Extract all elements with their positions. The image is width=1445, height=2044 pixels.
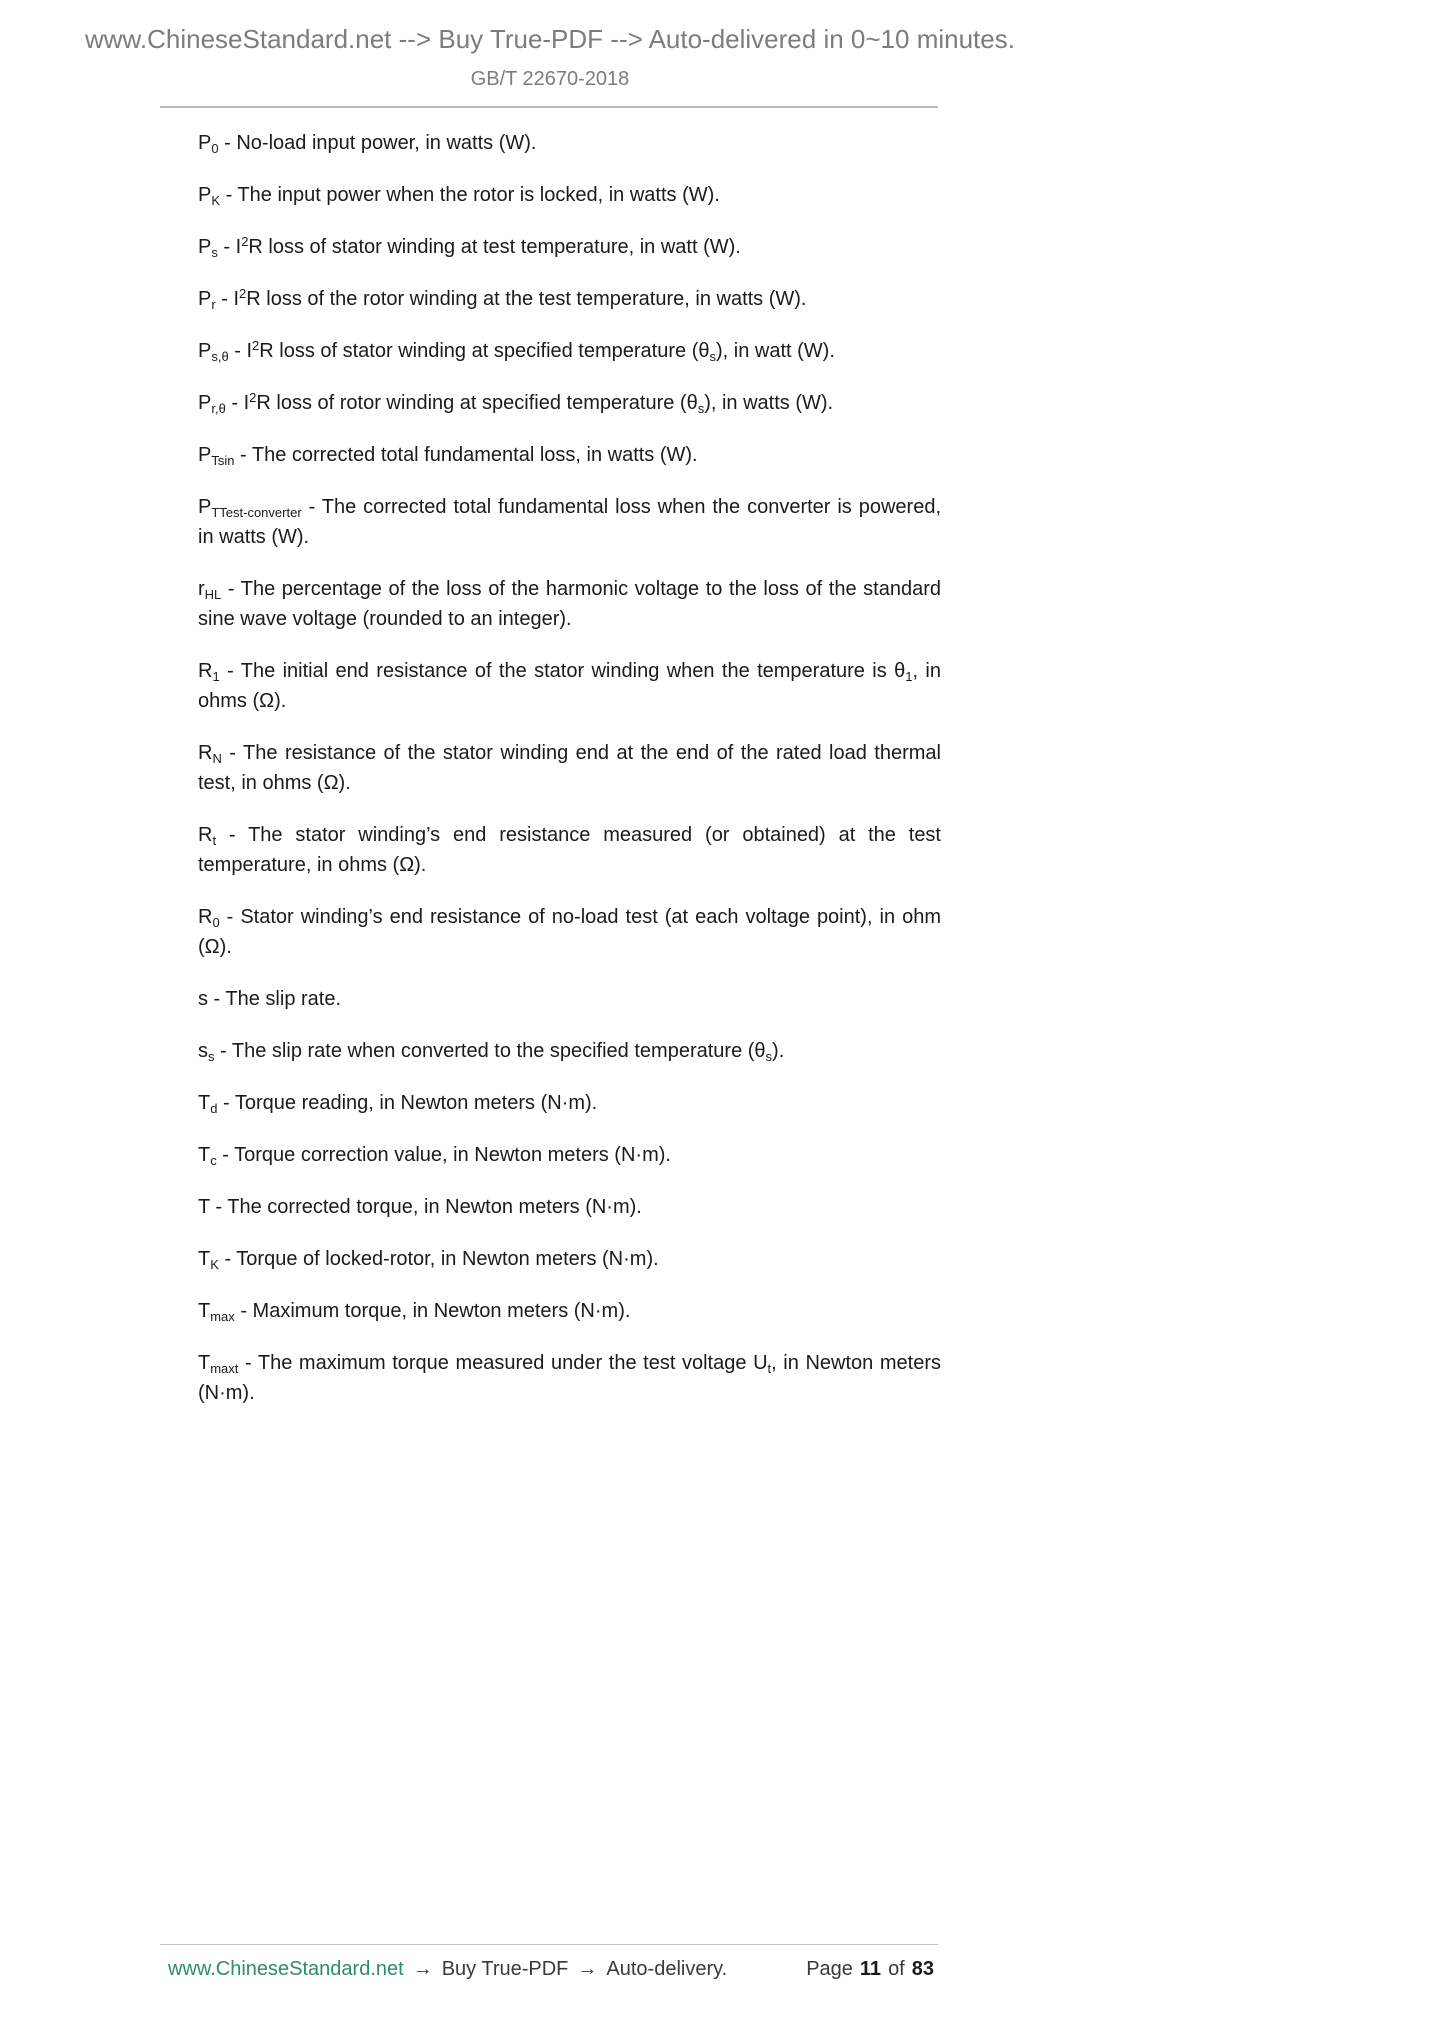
term-segment-normal: P (198, 132, 212, 154)
term-segment-normal: P (198, 236, 212, 258)
term-segment-sub: c (210, 1153, 217, 1168)
arrow-right-icon: → (577, 1958, 598, 1980)
term-segment-normal: - Torque correction value, in Newton meters (N·m). (216, 1144, 671, 1166)
term-segment-normal: P (198, 288, 212, 310)
term-segment-sub: s (208, 1049, 215, 1064)
term-segment-normal: R (198, 824, 213, 846)
footer-buy-label: Buy True-PDF (441, 1958, 569, 1980)
term-segment-normal: - I (215, 288, 240, 310)
term-segment-normal: - I (225, 392, 250, 414)
term-segment-sub: maxt (210, 1361, 239, 1376)
footer-site-link[interactable]: www.ChineseStandard.net (168, 1958, 404, 1980)
term-segment-sup: 2 (239, 286, 247, 301)
doc-number: GB/T 22670-2018 (470, 68, 630, 90)
arrow-right-icon: → (412, 1958, 433, 1980)
term-segment-normal: T (198, 1144, 211, 1166)
term-definition (198, 440, 941, 470)
term-segment-normal: - The maximum torque measured under the test voltage U (238, 1352, 768, 1374)
term-segment-sub: d (210, 1101, 218, 1116)
term-definition (198, 128, 941, 158)
term-segment-normal: R (198, 660, 213, 682)
term-segment-normal: - The corrected total fundamental loss when the converter is powered, in watts (W). (198, 496, 941, 548)
of-label: of (888, 1958, 905, 1980)
term-segment-sub: Tsin (211, 453, 235, 468)
term-segment-normal: T (198, 1352, 211, 1374)
term-definition (198, 284, 941, 314)
term-segment-normal: ), in watt (W). (715, 340, 835, 362)
header-promo: www.ChineseStandard.net --> Buy True-PDF --> Auto-delivered in 0~10 minutes. (85, 24, 1015, 54)
term-definition (198, 574, 941, 634)
term-definition (198, 1088, 941, 1118)
term-segment-normal: ). (772, 1040, 785, 1062)
term-segment-normal: s (198, 1040, 208, 1062)
page-total: 83 (911, 1958, 934, 1980)
term-segment-sub: 1 (905, 669, 913, 684)
term-segment-normal: - The initial end resistance of the stator winding when the temperature is θ (219, 660, 906, 682)
term-segment-normal: R loss of rotor winding at specified temperature (θ (256, 392, 698, 414)
term-definition (198, 492, 941, 552)
term-segment-normal: T (198, 1092, 211, 1114)
term-segment-sub: 0 (212, 915, 220, 930)
term-segment-normal: - No-load input power, in watts (W). (218, 132, 537, 154)
term-definition (198, 1296, 941, 1326)
term-segment-normal: r (198, 578, 205, 600)
term-segment-normal: T - The corrected torque, in Newton meters (N·m). (198, 1196, 642, 1218)
term-segment-normal: R loss of the rotor winding at the test temperature, in watts (W). (246, 288, 807, 310)
term-segment-normal: P (198, 184, 212, 206)
term-segment-normal: - The resistance of the stator winding end at the end of the rated load thermal test, in ohms (Ω). (198, 742, 941, 794)
term-definition (198, 180, 941, 210)
term-segment-sub: t (767, 1361, 772, 1376)
term-segment-normal: - The input power when the rotor is locked, in watts (W). (220, 184, 720, 206)
term-segment-normal: P (198, 444, 212, 466)
page-current: 11 (859, 1958, 882, 1980)
term-segment-normal: - Torque reading, in Newton meters (N·m). (217, 1092, 598, 1114)
term-definition (198, 1244, 941, 1274)
term-segment-normal: R loss of stator winding at test temperature, in watt (W). (248, 236, 741, 258)
page-label: Page (806, 1958, 853, 1980)
term-segment-normal: - Maximum torque, in Newton meters (N·m). (234, 1300, 631, 1322)
term-definition (198, 388, 941, 418)
term-segment-sup: 2 (252, 338, 260, 353)
term-definition (198, 1192, 941, 1222)
term-segment-normal: R (198, 906, 213, 928)
page-indicator (806, 1958, 934, 1981)
term-segment-sub: s (211, 245, 218, 260)
term-segment-normal: - Torque of locked-rotor, in Newton meters (N·m). (218, 1248, 659, 1270)
term-segment-normal: - The percentage of the loss of the harmonic voltage to the loss of the standard sine wave voltage (rounded to an integer). (198, 578, 941, 630)
term-definition (198, 1036, 941, 1066)
term-segment-normal: - The stator winding’s end resistance measured (or obtained) at the test temperature, in ohms (Ω). (198, 824, 941, 876)
term-segment-sub: s (697, 401, 705, 416)
term-segment-normal: P (198, 340, 212, 362)
term-segment-sub: max (210, 1309, 235, 1324)
term-definition (198, 738, 941, 798)
terms-list (198, 128, 941, 1430)
term-segment-sub: r,θ (211, 401, 226, 416)
term-definition (198, 1348, 941, 1408)
term-segment-sub: 1 (212, 669, 220, 684)
term-segment-normal: - The corrected total fundamental loss, in watts (W). (234, 444, 698, 466)
header-divider (160, 106, 938, 108)
term-definition (198, 1140, 941, 1170)
term-segment-normal: , in Newton meters (N·m). (198, 1352, 941, 1404)
term-segment-sub: N (212, 751, 222, 766)
term-segment-normal: T (198, 1248, 211, 1270)
term-segment-sub: s (765, 1049, 773, 1064)
term-definition (198, 232, 941, 262)
term-definition (198, 336, 941, 366)
term-segment-sub: K (211, 193, 221, 208)
term-definition (198, 984, 941, 1014)
term-segment-normal: - Stator winding’s end resistance of no-load test (at each voltage point), in ohm (Ω). (198, 906, 941, 958)
term-segment-normal: - I (228, 340, 253, 362)
term-segment-normal: s - The slip rate. (198, 988, 342, 1010)
term-segment-normal: P (198, 496, 212, 518)
term-segment-normal: R (198, 742, 213, 764)
term-segment-sub: K (210, 1257, 219, 1272)
term-segment-normal: , in ohms (Ω). (198, 660, 941, 712)
term-segment-normal: R loss of stator winding at specified temperature (θ (259, 340, 710, 362)
footer (168, 1958, 934, 1981)
footer-promo (168, 1958, 727, 1981)
term-definition (198, 656, 941, 716)
term-segment-sub: HL (204, 587, 222, 602)
term-definition (198, 820, 941, 880)
term-segment-sub: 0 (211, 141, 219, 156)
term-segment-normal: P (198, 392, 212, 414)
term-segment-normal: ), in watts (W). (704, 392, 834, 414)
term-segment-sub: r (211, 297, 216, 312)
footer-delivery-label: Auto-delivery. (606, 1958, 728, 1980)
term-segment-sub: TTest-converter (211, 505, 302, 520)
term-definition (198, 902, 941, 962)
term-segment-sup: 2 (249, 390, 257, 405)
term-segment-normal: - The slip rate when converted to the specified temperature (θ (214, 1040, 766, 1062)
term-segment-sub: s (709, 349, 716, 364)
term-segment-sub: t (212, 833, 217, 848)
footer-divider (160, 1944, 938, 1945)
term-segment-sub: s,θ (211, 349, 229, 364)
term-segment-normal: - I (217, 236, 242, 258)
term-segment-normal: T (198, 1300, 211, 1322)
term-segment-sup: 2 (241, 234, 249, 249)
